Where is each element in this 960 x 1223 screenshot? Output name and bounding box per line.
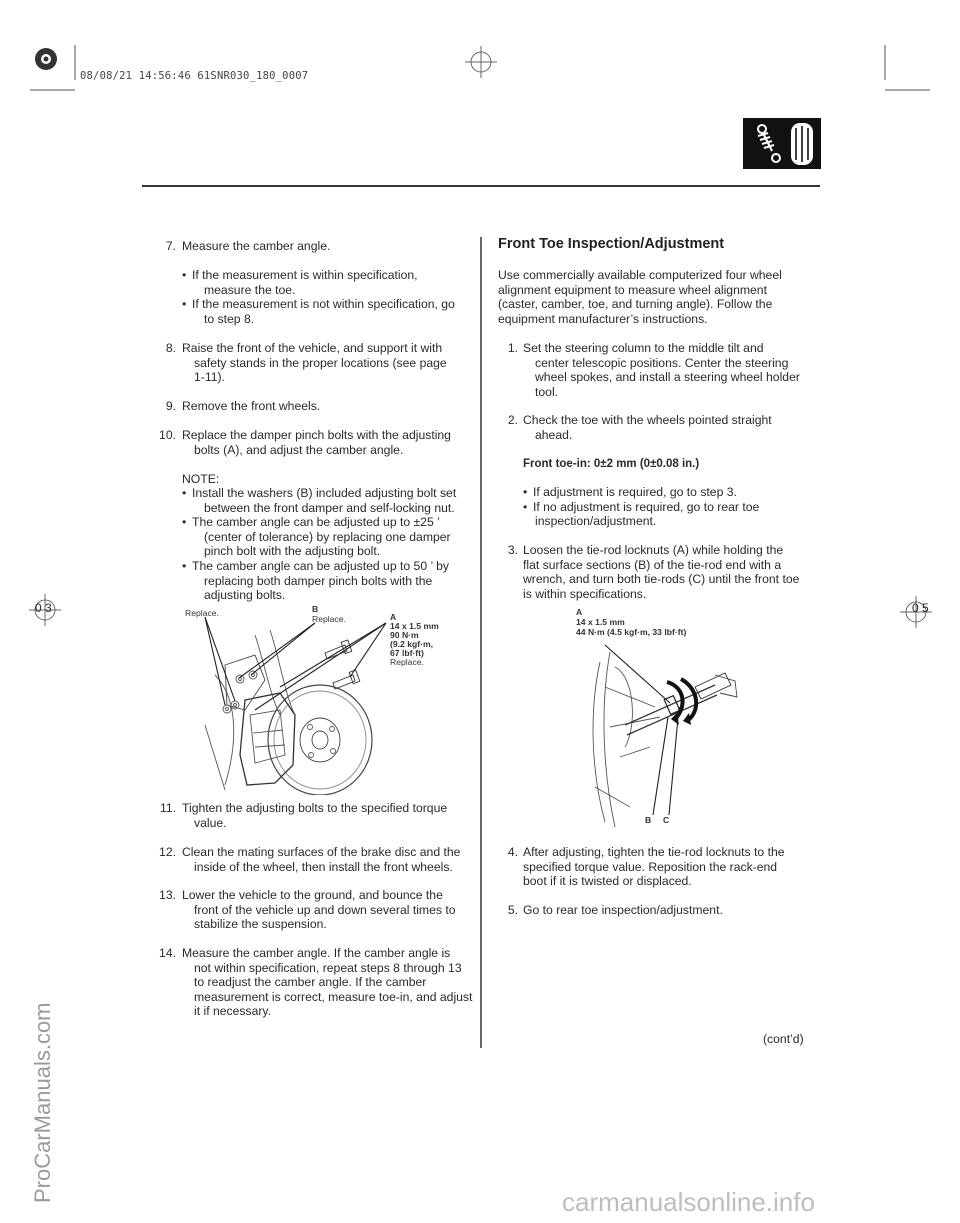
callout-a-torque: 90 N·m xyxy=(390,630,419,640)
toe-spec: Front toe-in: 0±2 mm (0±0.08 in.) xyxy=(523,458,700,470)
intro-line: equipment manufacturer’s instructions. xyxy=(498,311,708,326)
step-line: safety stands in the proper locations (see page xyxy=(194,355,447,370)
crosshair-top xyxy=(465,46,497,78)
callout-a-torque: 44 N·m (4.5 kgf·m, 33 lbf·ft) xyxy=(576,627,687,637)
step-line: Loosen the tie-rod locknuts (A) while holding the xyxy=(523,543,784,557)
step-line: Clean the mating surfaces of the brake disc and the xyxy=(182,845,461,859)
callout-a: A xyxy=(390,612,397,622)
step-line: Tighten the adjusting bolts to the specified torque xyxy=(182,801,448,815)
replace-label-left: Replace. xyxy=(185,608,219,618)
step-line: boot if it is twisted or displaced. xyxy=(523,874,692,889)
step-number: 7. xyxy=(165,239,176,253)
step-number: 14. xyxy=(159,946,176,960)
callout-a-replace: Replace. xyxy=(390,657,424,667)
callout-a-size: 14 x 1.5 mm xyxy=(390,621,439,631)
left-page-marker: 0 3 xyxy=(35,601,52,615)
bullet-line: inspection/adjustment. xyxy=(535,514,657,529)
step-line: wheel spokes, and install a steering wheel holder xyxy=(535,370,800,385)
bullet-line: between the front damper and self-locking nut. xyxy=(204,500,455,515)
step-text: Measure the camber angle. xyxy=(182,239,331,253)
bullet-line: The camber angle can be adjusted up to 50 ’ by xyxy=(192,558,450,573)
step-line: measurement is correct, measure toe-in, and adjust xyxy=(194,989,473,1004)
shock-and-tire-icon xyxy=(743,118,821,169)
step-line: to readjust the camber angle. If the camber xyxy=(194,975,427,990)
continued-label: (cont’d) xyxy=(763,1032,804,1046)
callout-a-torque: 67 lbf·ft) xyxy=(390,648,424,658)
step-line: it if necessary. xyxy=(194,1004,271,1019)
step-7-bullets xyxy=(182,268,472,326)
bullet-line: replacing both damper pinch bolts with the xyxy=(204,573,433,588)
bullet-line: If no adjustment is required, go to rear toe xyxy=(533,499,760,514)
note-bullet: • Install the washers (B) included adjusting bolt set between the front damper and self-locking nut. xyxy=(182,486,472,515)
callout-b-replace: Replace. xyxy=(312,614,346,624)
step-number: 13. xyxy=(159,888,176,902)
step-line: tool. xyxy=(535,384,559,399)
note-bullet: • The camber angle can be adjusted up to 50 ’ by replacing both damper pinch bolts with the adjusting bolts. xyxy=(182,559,472,603)
step-line: Replace the damper pinch bolts with the adjusting xyxy=(182,428,451,442)
bullet-line: The camber angle can be adjusted up to ±25 ’ xyxy=(192,515,440,530)
callout-c: C xyxy=(663,815,670,825)
step-line: ahead. xyxy=(535,427,573,442)
damper-bolt-figure xyxy=(185,605,465,795)
bullet-item: • If the measurement is not within specification, go to step 8. xyxy=(182,297,472,326)
step-number: 8. xyxy=(165,341,176,355)
step-number: 4. xyxy=(507,845,518,859)
callout-b: B xyxy=(645,815,652,825)
step-line: flat surface sections (B) of the tie-rod end with a xyxy=(523,557,782,572)
tie-rod-figure xyxy=(575,607,750,832)
step-line: Set the steering column to the middle tilt and xyxy=(523,341,764,355)
callout-a-torque: (9.2 kgf·m, xyxy=(390,639,433,649)
step-line: Check the toe with the wheels pointed straight xyxy=(523,413,772,427)
toe-bullets xyxy=(523,485,813,529)
step-line: bolts (A), and adjust the camber angle. xyxy=(194,442,404,457)
bullet-line: If adjustment is required, go to step 3. xyxy=(533,485,737,499)
bullet-line: If the measurement is within specification, xyxy=(192,268,418,282)
bullet-item: • If the measurement is within specification, measure the toe. xyxy=(182,268,472,297)
note-bullet: • The camber angle can be adjusted up to ±25 ’ (center of tolerance) by replacing one damper pinch bolt with the adjusting bolt. xyxy=(182,515,472,559)
step-line: value. xyxy=(194,815,227,830)
step-line: 1-11). xyxy=(194,370,225,385)
step-number: 12. xyxy=(159,845,176,859)
step-line: After adjusting, tighten the tie-rod locknuts to the xyxy=(523,845,785,859)
suspension-section-icon xyxy=(743,118,821,169)
bullet-line: If the measurement is not within specification, go xyxy=(192,297,455,312)
step-number: 10. xyxy=(159,428,176,442)
step-number: 5. xyxy=(507,903,518,917)
step-number: 9. xyxy=(165,399,176,413)
step-line: not within specification, repeat steps 8 through 13 xyxy=(194,960,462,975)
bullet-line: to step 8. xyxy=(204,311,255,326)
bullet-item: • If no adjustment is required, go to rear toe inspection/adjustment. xyxy=(523,500,813,529)
procarmanuals-watermark: ProCarManuals.com xyxy=(30,1002,55,1203)
bullet-line: (center of tolerance) by replacing one damper xyxy=(204,529,451,544)
registration-circle-top-left xyxy=(35,48,57,70)
note-bullets xyxy=(182,486,472,603)
step-line: center telescopic positions. Center the steering xyxy=(535,355,789,370)
bullet-line: measure the toe. xyxy=(204,282,296,297)
step-text: Remove the front wheels. xyxy=(182,399,321,413)
callout-a-size: 14 x 1.5 mm xyxy=(576,617,625,627)
right-page-marker: 0 5 xyxy=(912,601,929,615)
footer-site: carmanualsonline.info xyxy=(562,1187,815,1217)
step-line: specified torque value. Reposition the rack-end xyxy=(523,859,778,874)
step-line: wrench, and turn both tie-rods (C) until the front toe xyxy=(523,572,800,587)
note-label: NOTE: xyxy=(182,472,220,486)
callout-a: A xyxy=(576,607,583,617)
callout-b: B xyxy=(312,604,319,614)
step-line: Measure the camber angle. If the camber angle is xyxy=(182,946,451,960)
step-number: 11. xyxy=(159,801,176,815)
step-line: is within specifications. xyxy=(523,586,647,601)
step-number: 1. xyxy=(507,341,518,355)
step-number: 3. xyxy=(507,543,518,557)
step-number: 2. xyxy=(507,413,518,427)
step-line: front of the vehicle up and down several times to xyxy=(194,902,456,917)
step-line: inside of the wheel, then install the front wheels. xyxy=(194,859,453,874)
bullet-item: • If adjustment is required, go to step 3. xyxy=(523,485,813,500)
step-text: Go to rear toe inspection/adjustment. xyxy=(523,903,723,917)
intro-line: Use commercially available computerized four wheel xyxy=(498,268,782,282)
step-line: Lower the vehicle to the ground, and bounce the xyxy=(182,888,443,902)
intro-line: alignment equipment to measure wheel alignment xyxy=(498,282,767,297)
intro-line: (caster, camber, toe, and turning angle). Follow the xyxy=(498,297,773,312)
intro-paragraph xyxy=(498,268,818,326)
print-stamp: 08/08/21 14:56:46 61SNR030_180_0007 xyxy=(80,70,309,82)
brake-caliper-illustration xyxy=(185,605,465,795)
tie-rod-illustration xyxy=(575,607,750,832)
bullet-line: adjusting bolts. xyxy=(204,588,286,603)
step-line: Raise the front of the vehicle, and support it with xyxy=(182,341,443,355)
bullet-line: Install the washers (B) included adjusting bolt set xyxy=(192,486,457,500)
bullet-line: pinch bolt with the adjusting bolt. xyxy=(204,544,381,559)
step-line: stabilize the suspension. xyxy=(194,917,327,932)
section-title: Front Toe Inspection/Adjustment xyxy=(498,236,725,252)
